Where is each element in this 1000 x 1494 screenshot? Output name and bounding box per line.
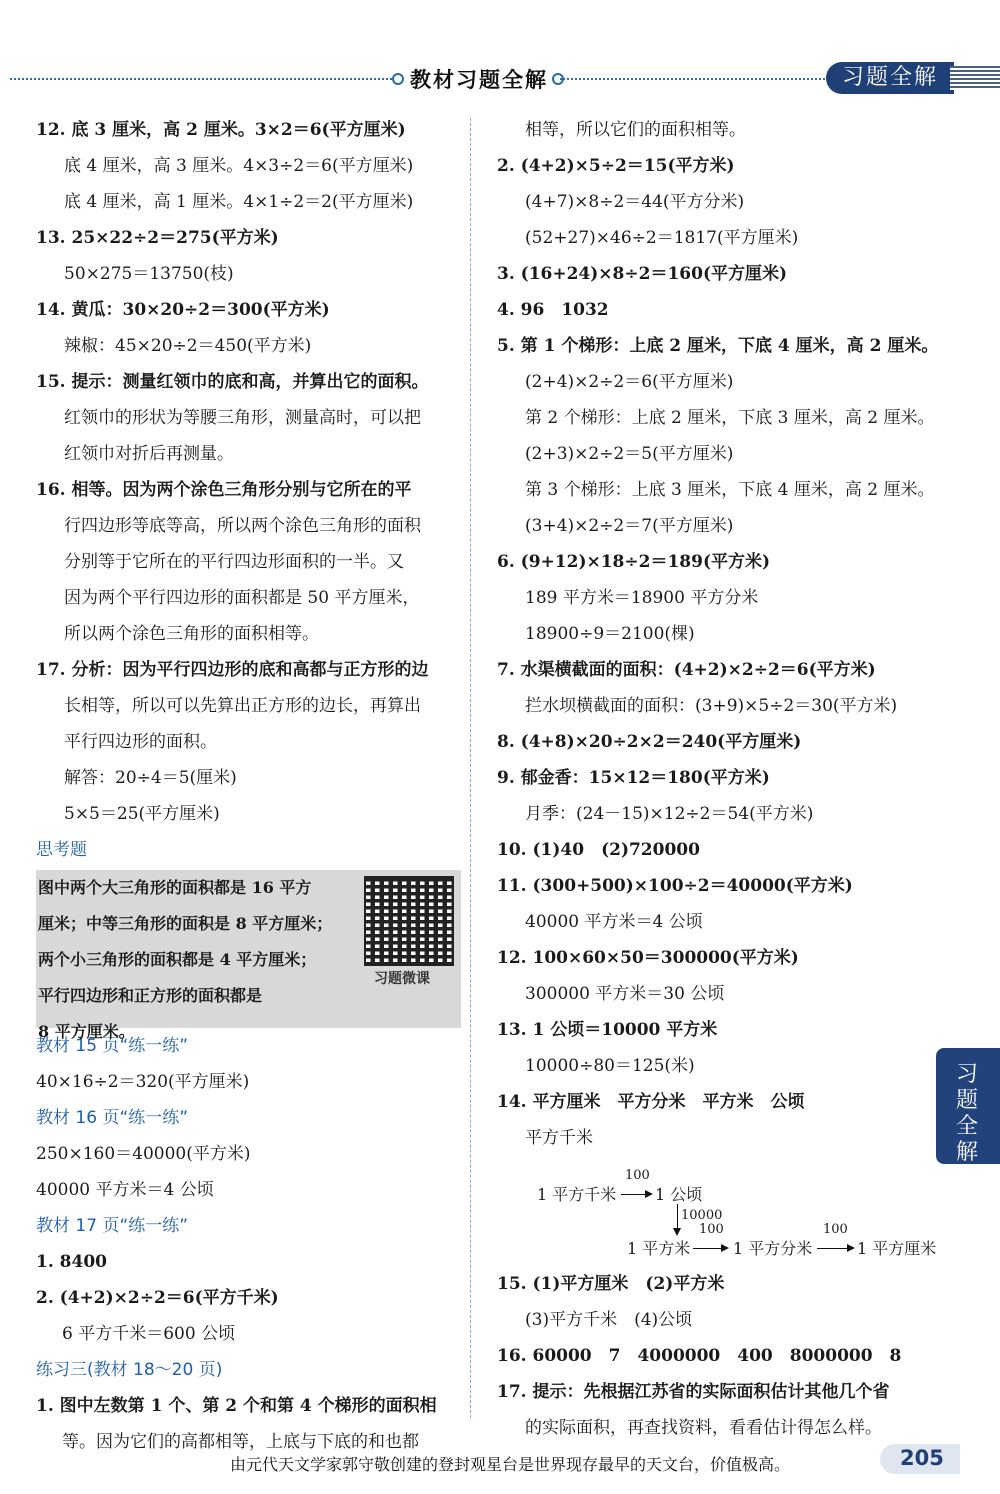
text-line: 6. (9+12)×18÷2＝189(平方米): [497, 552, 771, 572]
footer-note: 由元代天文学家郭守敬创建的登封观星台是世界现存最早的天文台，价值极高。: [230, 1455, 791, 1474]
text-line: 等。因为它们的高都相等，上底与下底的和也都: [62, 1432, 419, 1452]
header-stripes: [950, 66, 1000, 90]
arrow-dm-cm: [817, 1248, 853, 1249]
text-line: 辣椒：45×20÷2＝450(平方米): [64, 336, 312, 356]
text-line: 底 4 厘米，高 1 厘米。4×1÷2＝2(平方厘米): [64, 192, 414, 212]
text-line: 17. 提示：先根据江苏省的实际面积估计其他几个省: [497, 1382, 890, 1402]
text-line: 16. 相等。因为两个涂色三角形分别与它所在的平: [36, 480, 412, 500]
header-rule-right: [560, 78, 825, 80]
left-column: [36, 112, 461, 1460]
text-line: 所以两个涂色三角形的面积相等。: [64, 624, 319, 644]
text-line: 17. 分析：因为平行四边形的底和高都与正方形的边: [36, 660, 429, 680]
header-title: 教材习题全解: [410, 67, 548, 92]
text-line: 11. (300+500)×100÷2＝40000(平方米): [497, 876, 853, 896]
text-line: 教材 16 页“练一练”: [36, 1108, 189, 1128]
text-line: 解答：20÷4＝5(厘米): [64, 768, 237, 788]
think-line: 厘米；中等三角形的面积是 8 平方厘米；: [38, 914, 333, 933]
unit-square-km: 1 平方千米: [537, 1185, 617, 1204]
text-line: 第 3 个梯形：上底 3 厘米，下底 4 厘米，高 2 厘米。: [525, 480, 935, 500]
qr-code-icon[interactable]: [364, 876, 454, 966]
text-line: 长相等，所以可以先算出正方形的边长，再算出: [64, 696, 421, 716]
text-line: (3+4)×2÷2＝7(平方厘米): [525, 516, 734, 536]
text-line: 300000 平方米＝30 公顷: [525, 984, 725, 1004]
column-divider: [470, 118, 471, 1418]
text-line: 1. 图中左数第 1 个、第 2 个和第 4 个梯形的面积相: [36, 1396, 437, 1416]
arrow-km-ha: [621, 1194, 651, 1195]
page-header: [0, 60, 1000, 100]
text-line: 9. 郁金香：15×12＝180(平方米): [497, 768, 770, 788]
text-line: 3. (16+24)×8÷2＝160(平方厘米): [497, 264, 788, 284]
text-line: 15. 提示：测量红领巾的底和高，并算出它的面积。: [36, 372, 429, 392]
text-line: (52+27)×46÷2＝1817(平方厘米): [525, 228, 799, 248]
text-line: 50×275＝13750(枝): [64, 264, 234, 284]
text-line: 2. (4+2)×2÷2＝6(平方千米): [36, 1288, 279, 1308]
text-line: 40×16÷2＝320(平方厘米): [36, 1072, 250, 1092]
thinking-box: [36, 870, 461, 1041]
unit-square-m: 1 平方米: [627, 1239, 691, 1258]
header-badge: 习题全解: [826, 62, 954, 94]
factor-m-dm: 100: [699, 1222, 724, 1237]
text-line: 练习三(教材 18～20 页): [36, 1360, 223, 1380]
text-line: 拦水坝横截面的面积：(3+9)×5÷2＝30(平方米): [525, 696, 898, 716]
text-line: 分别等于它所在的平行四边形面积的一半。又: [64, 552, 404, 572]
text-line: 14. 黄瓜：30×20÷2＝300(平方米): [36, 300, 330, 320]
text-line: 平行四边形的面积。: [64, 732, 217, 752]
text-line: 12. 底 3 厘米，高 2 厘米。3×2＝6(平方厘米): [36, 120, 406, 140]
factor-dm-cm: 100: [823, 1222, 848, 1237]
unit-hectare: 1 公顷: [655, 1185, 703, 1204]
text-line: 1. 8400: [36, 1252, 107, 1272]
text-line: 相等，所以它们的面积相等。: [525, 120, 746, 140]
text-line: 10. (1)40 (2)720000: [497, 840, 700, 860]
think-line: 图中两个大三角形的面积都是 16 平方: [38, 878, 312, 897]
qr-label: 习题微课: [374, 971, 430, 987]
header-rule-left: [10, 78, 400, 80]
arrow-ha-m: [677, 1204, 678, 1234]
text-line: 15. (1)平方厘米 (2)平方米: [497, 1274, 725, 1294]
unit-square-dm: 1 平方分米: [733, 1239, 813, 1258]
text-line: 10000÷80＝125(米): [525, 1056, 695, 1076]
text-line: 5. 第 1 个梯形：上底 2 厘米，下底 4 厘米，高 2 厘米。: [497, 336, 939, 356]
text-line: (3)平方千米 (4)公顷: [525, 1310, 693, 1330]
text-line: 5×5＝25(平方厘米): [64, 804, 220, 824]
text-line: 教材 15 页“练一练”: [36, 1036, 189, 1056]
think-line: 8 平方厘米。: [38, 1022, 135, 1041]
think-line: 两个小三角形的面积都是 4 平方厘米；: [38, 950, 317, 969]
think-line: 平行四边形和正方形的面积都是: [38, 986, 263, 1005]
text-line: 红领巾的形状为等腰三角形，测量高时，可以把: [64, 408, 421, 428]
text-line: 12. 100×60×50＝300000(平方米): [497, 948, 799, 968]
text-line: 6 平方千米＝600 公顷: [62, 1324, 236, 1344]
header-dot-left: [392, 73, 404, 85]
factor-ha-m: 10000: [681, 1208, 723, 1223]
text-line: 因为两个平行四边形的面积都是 50 平方厘米，: [64, 588, 420, 608]
text-line: 平方千米: [525, 1128, 593, 1148]
text-line: 月季：(24－15)×12÷2＝54(平方米): [525, 804, 814, 824]
text-line: 13. 1 公顷＝10000 平方米: [497, 1020, 718, 1040]
text-line: (4+7)×8÷2＝44(平方分米): [525, 192, 745, 212]
text-line: 14. 平方厘米 平方分米 平方米 公顷: [497, 1092, 805, 1112]
right-column: [497, 112, 937, 1446]
arrow-m-dm: [693, 1248, 727, 1249]
text-line: 40000 平方米＝4 公顷: [36, 1180, 214, 1200]
text-line: 18900÷9＝2100(棵): [525, 624, 695, 644]
text-line: 底 4 厘米，高 3 厘米。4×3÷2＝6(平方厘米): [64, 156, 414, 176]
text-line: (2+4)×2÷2＝6(平方厘米): [525, 372, 734, 392]
side-tab: [936, 1048, 1000, 1164]
page-number: 205: [900, 1446, 944, 1470]
text-line: 行四边形等底等高，所以两个涂色三角形的面积: [64, 516, 421, 536]
text-line: 教材 17 页“练一练”: [36, 1216, 189, 1236]
unit-square-cm: 1 平方厘米: [857, 1239, 937, 1258]
text-line: 的实际面积，再查找资料，看看估计得怎么样。: [525, 1418, 882, 1438]
text-line: 8. (4+8)×20÷2×2＝240(平方厘米): [497, 732, 802, 752]
text-line: 13. 25×22÷2＝275(平方米): [36, 228, 279, 248]
text-line: 189 平方米＝18900 平方分米: [525, 588, 759, 608]
text-line: 2. (4+2)×5÷2＝15(平方米): [497, 156, 735, 176]
factor-km-ha: 100: [625, 1168, 650, 1183]
text-line: 7. 水渠横截面的面积：(4+2)×2÷2＝6(平方米): [497, 660, 876, 680]
text-line: 16. 60000 7 4000000 400 8000000 8: [497, 1346, 902, 1366]
side-tab-label: 习题全解: [956, 1062, 979, 1165]
unit-conversion-diagram: [497, 1156, 937, 1266]
text-line: 250×160＝40000(平方米): [36, 1144, 251, 1164]
text-line: (2+3)×2÷2＝5(平方厘米): [525, 444, 734, 464]
text-line: 思考题: [36, 840, 87, 860]
text-line: 40000 平方米＝4 公顷: [525, 912, 703, 932]
text-line: 第 2 个梯形：上底 2 厘米，下底 3 厘米，高 2 厘米。: [525, 408, 935, 428]
text-line: 红领巾对折后再测量。: [64, 444, 234, 464]
text-line: 4. 96 1032: [497, 300, 609, 320]
